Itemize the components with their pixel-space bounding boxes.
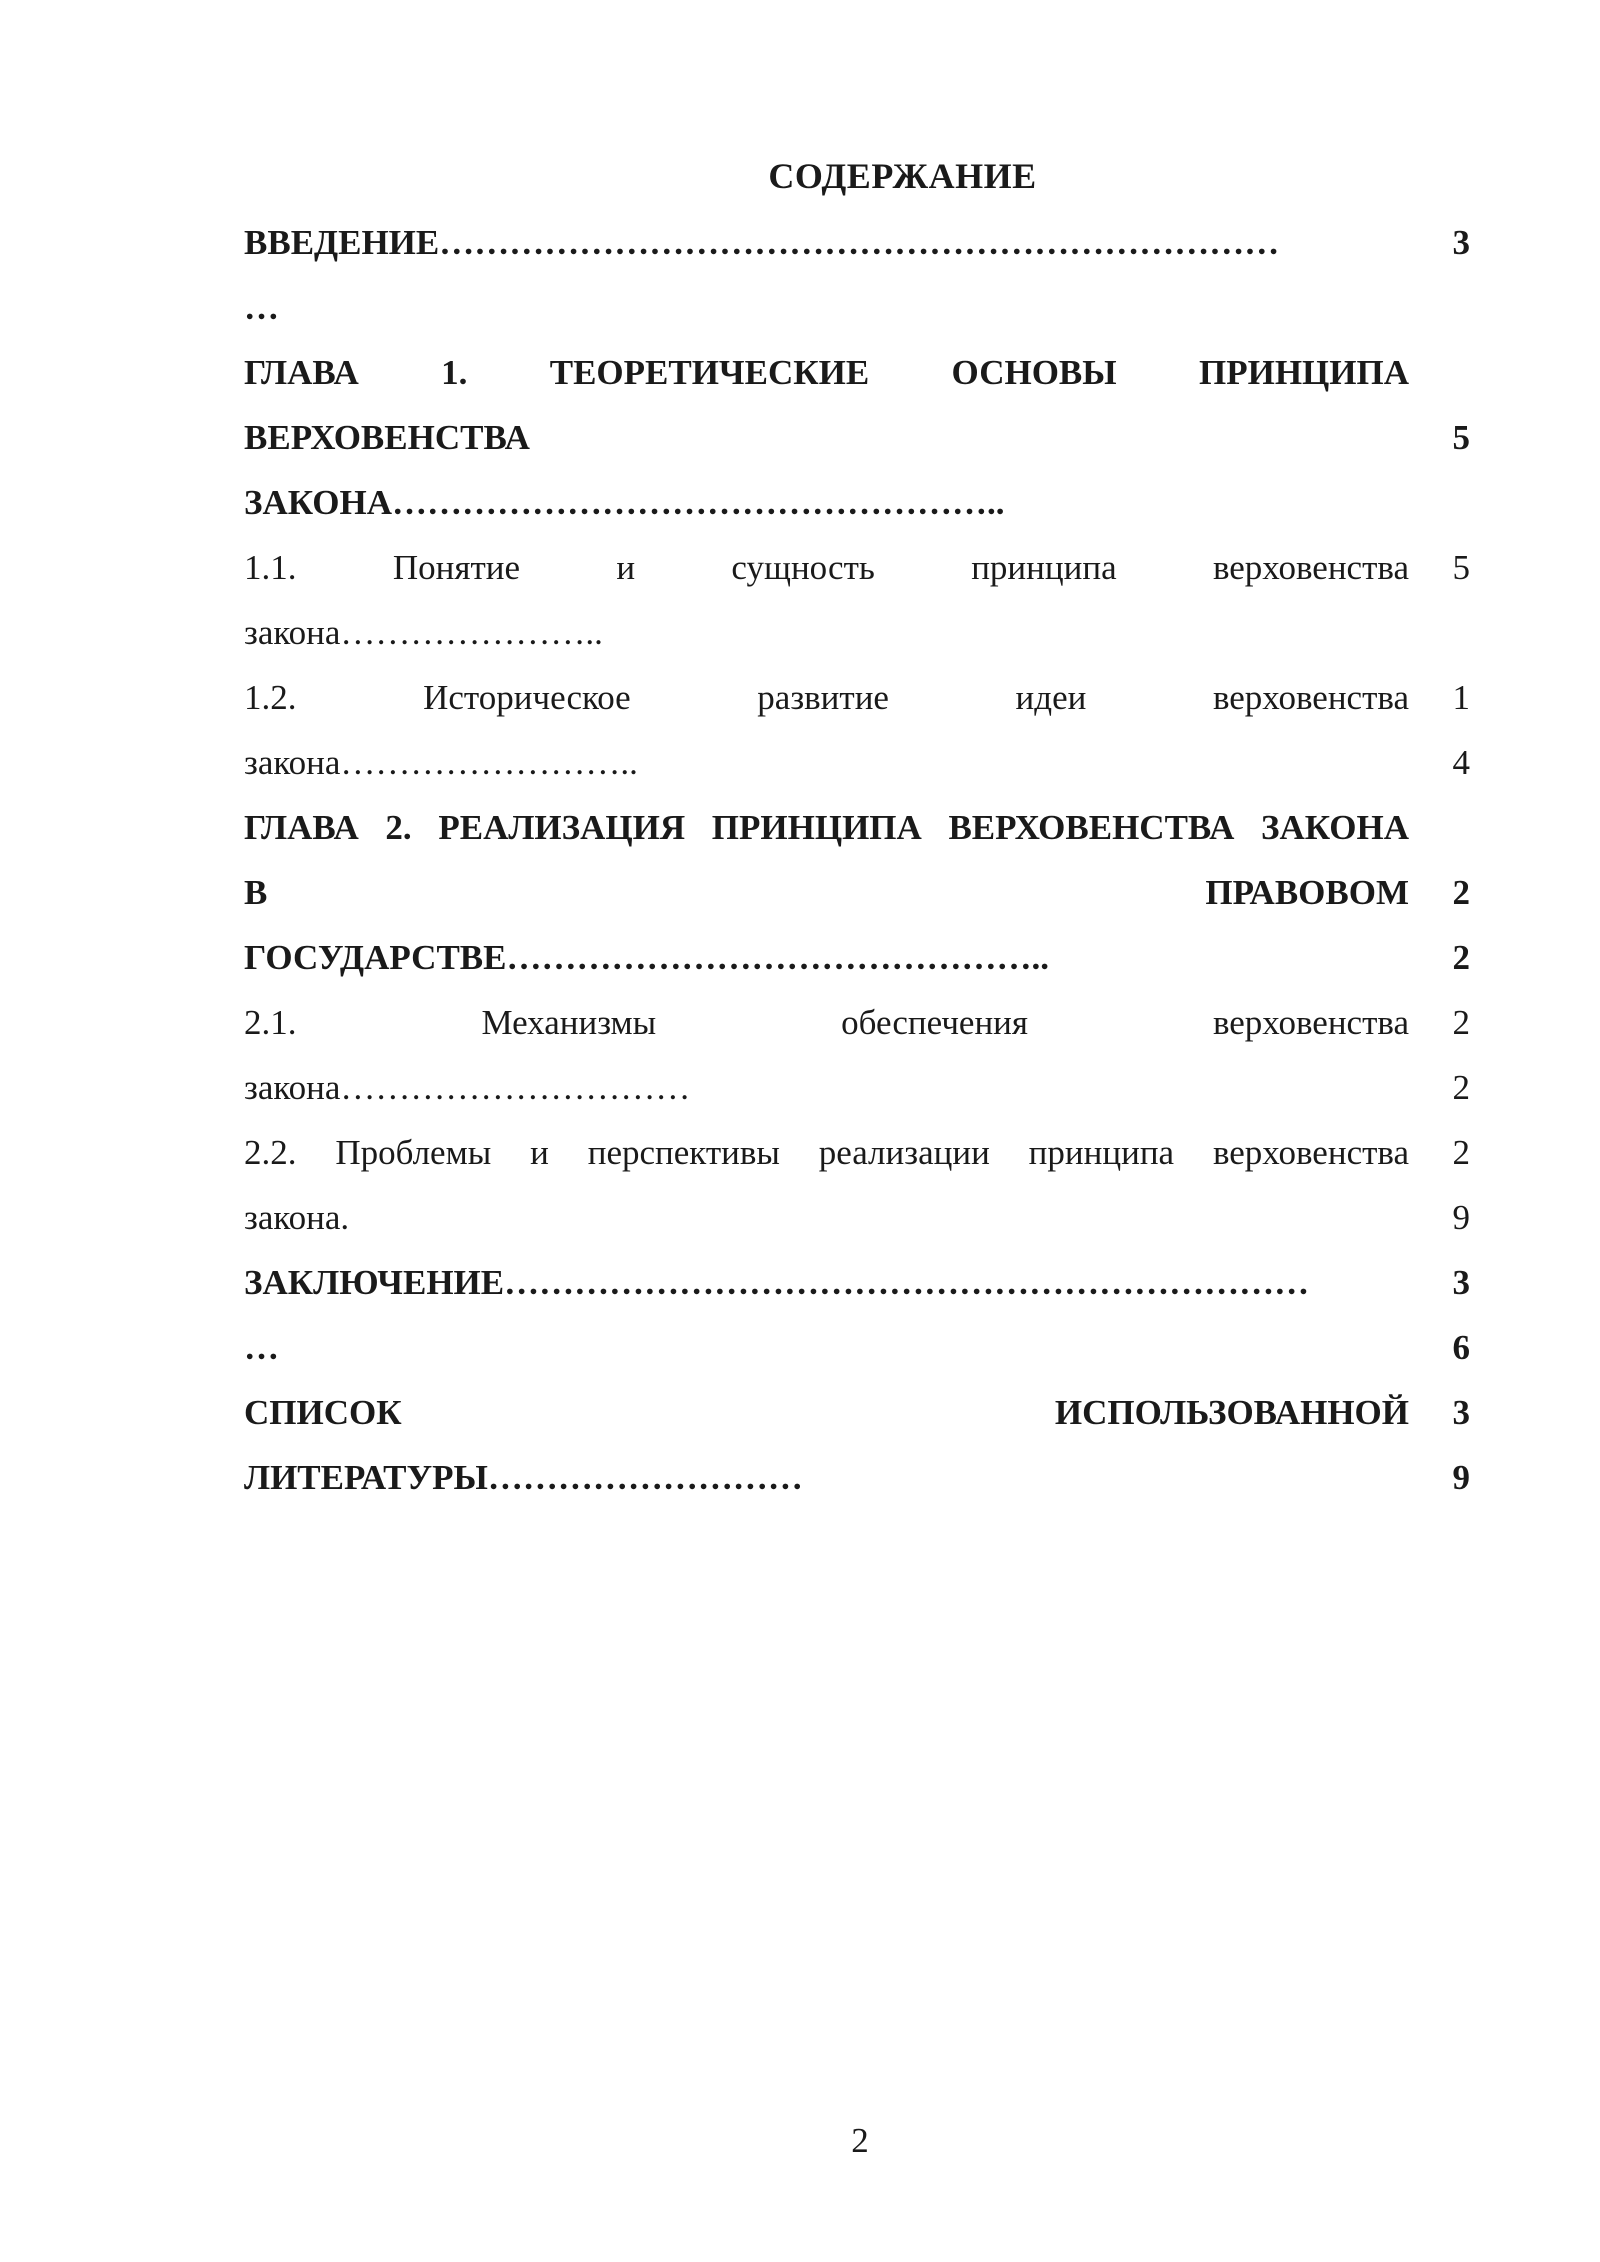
toc-entry-text xyxy=(244,210,1409,340)
toc-entry-pages xyxy=(1409,795,1470,990)
toc-line: 2.1. Механизмы обеспечения верховенства xyxy=(244,1003,1409,1042)
toc-entry-pages xyxy=(1409,535,1470,665)
toc-entry-text xyxy=(244,795,1409,990)
toc-page-number: 2 xyxy=(1452,873,1470,912)
toc-entry xyxy=(244,1380,1470,1510)
toc-page-number xyxy=(1409,470,1470,535)
toc-page-number: 9 xyxy=(1452,1458,1470,1497)
toc-line: ЗАКОНА…………………………………………….. xyxy=(244,483,1005,522)
toc-entry xyxy=(244,1250,1470,1380)
toc-line: закона. xyxy=(244,1198,350,1237)
toc-page-number xyxy=(1409,600,1470,665)
page-number: 2 xyxy=(851,2121,869,2160)
toc-entry-text xyxy=(244,1120,1409,1250)
toc-line: ГЛАВА 1. ТЕОРЕТИЧЕСКИЕ ОСНОВЫ ПРИНЦИПА xyxy=(244,353,1409,392)
toc-entry-text xyxy=(244,665,1409,795)
toc-entry xyxy=(244,535,1470,665)
toc-line: … xyxy=(244,1328,279,1367)
toc-entry xyxy=(244,1120,1470,1250)
toc-entry xyxy=(244,990,1470,1120)
toc-entry xyxy=(244,210,1470,340)
toc-line: закона………………………… xyxy=(244,1068,691,1107)
toc-page-number xyxy=(1409,340,1470,405)
toc-line: ЗАКЛЮЧЕНИЕ…………………………………………………………… xyxy=(244,1263,1310,1302)
toc-page-number: 1 xyxy=(1452,678,1470,717)
toc-line: ВЕРХОВЕНСТВА xyxy=(244,418,530,457)
toc-entry-pages xyxy=(1409,210,1470,340)
toc-entry xyxy=(244,340,1470,535)
toc-entry-text xyxy=(244,1250,1409,1380)
toc-page-number: 9 xyxy=(1452,1198,1470,1237)
toc-page-number: 3 xyxy=(1452,1393,1470,1432)
toc-entry-pages xyxy=(1409,990,1470,1120)
toc-entry-pages xyxy=(1409,340,1470,535)
toc-page-number: 3 xyxy=(1452,1263,1470,1302)
toc-page-number: 2 xyxy=(1452,1133,1470,1172)
toc-page-number xyxy=(1409,795,1470,860)
toc-page-number xyxy=(1409,275,1470,340)
toc-entry-text xyxy=(244,990,1409,1120)
toc-line: 1.2. Историческое развитие идеи верховенства xyxy=(244,678,1409,717)
toc-page-number: 5 xyxy=(1452,418,1470,457)
table-of-contents xyxy=(244,210,1470,1510)
toc-entry-pages xyxy=(1409,1120,1470,1250)
toc-page-number: 2 xyxy=(1452,938,1470,977)
toc-line: ГЛАВА 2. РЕАЛИЗАЦИЯ ПРИНЦИПА ВЕРХОВЕНСТВА ЗАКОНА xyxy=(244,808,1409,847)
toc-entry-pages xyxy=(1409,1380,1470,1510)
toc-line: ГОСУДАРСТВЕ……………………………………….. xyxy=(244,938,1049,977)
toc-entry-pages xyxy=(1409,665,1470,795)
toc-entry-text xyxy=(244,535,1409,665)
toc-line: ЛИТЕРАТУРЫ……………………… xyxy=(244,1458,803,1497)
toc-line: ВВЕДЕНИЕ……………………………………………………………… xyxy=(244,223,1280,262)
toc-entry-pages xyxy=(1409,1250,1470,1380)
toc-entry xyxy=(244,665,1470,795)
toc-page-number: 6 xyxy=(1452,1328,1470,1367)
toc-page-number: 3 xyxy=(1452,223,1470,262)
toc-entry xyxy=(244,795,1470,990)
toc-page-number: 5 xyxy=(1452,548,1470,587)
toc-line: … xyxy=(244,288,279,327)
toc-line: закона………………….. xyxy=(244,613,603,652)
toc-line: закона…………………….. xyxy=(244,743,638,782)
toc-line: СПИСОК ИСПОЛЬЗОВАННОЙ xyxy=(244,1393,1409,1432)
toc-page-number: 4 xyxy=(1452,743,1470,782)
toc-line: 1.1. Понятие и сущность принципа верховенства xyxy=(244,548,1409,587)
toc-title: СОДЕРЖАНИЕ xyxy=(768,156,1037,196)
toc-page-number: 2 xyxy=(1452,1068,1470,1107)
toc-entry-text xyxy=(244,1380,1409,1510)
toc-entry-text xyxy=(244,340,1409,535)
toc-page-number: 2 xyxy=(1452,1003,1470,1042)
toc-line: 2.2. Проблемы и перспективы реализации принципа верховенства xyxy=(244,1133,1409,1172)
toc-line: В ПРАВОВОМ xyxy=(244,873,1409,912)
